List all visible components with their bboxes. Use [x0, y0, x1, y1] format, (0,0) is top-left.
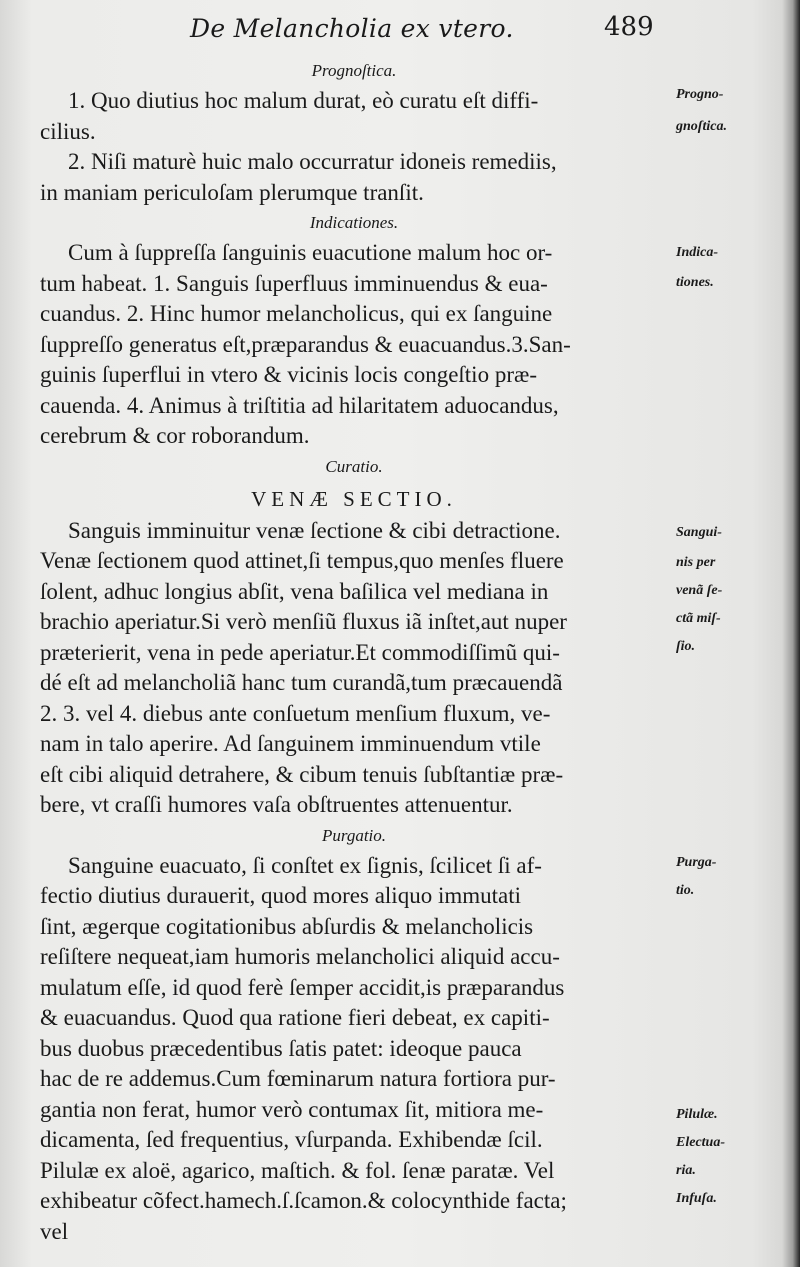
text-line: in maniam periculoſam plerumque tranſit.	[40, 179, 424, 205]
text-line: ſint, ægerque cogitationibus abſurdis & melancholicis	[40, 913, 534, 939]
text-line: bus duobus præcedentibus ſatis patet: ideoque pauca	[40, 1035, 522, 1061]
marginal-note: Pilulæ.	[676, 1107, 718, 1122]
text-line: 1. Quo diutius hoc malum durat, eò curatu eſt diffi-	[68, 88, 539, 113]
text-line: cilius.	[40, 118, 96, 144]
marginal-note: Indica-	[676, 245, 718, 260]
text-line: 2. 3. vel 4. diebus ante conſuetum menſium fluxum, ve-	[40, 700, 551, 726]
marginal-note: ria.	[676, 1163, 696, 1178]
running-title: De Melancholia ex vtero.	[190, 14, 514, 43]
text-line: Venæ ſectionem quod attinet,ſi tempus,quo menſes fluere	[40, 548, 564, 573]
text-line: præterierit, vena in pede aperiatur.Et commodiſſimũ qui-	[40, 639, 560, 665]
text-line: mulatum eſſe, id quod ferè ſemper accidit,is præparandus	[40, 974, 565, 1000]
paragraph-indicationes	[40, 238, 668, 452]
paragraph-prognostica	[40, 86, 668, 208]
heading-indicationes: Indicationes.	[309, 213, 399, 232]
main-text-block	[40, 56, 668, 1247]
marginal-note: Sangui-	[676, 525, 722, 540]
heading-curatio: Curatio.	[325, 456, 383, 476]
text-line: ſolent, adhuc longius abſit, vena baſilica vel mediana in	[40, 578, 549, 604]
text-line: Sanguine euacuato, ſi conſtet ex ſignis, ſcilicet ſi af-	[68, 852, 542, 878]
text-line: nam in talo aperire. Ad ſanguinem imminuendum vtile	[40, 731, 541, 756]
marginal-note: Infuſa.	[676, 1191, 717, 1206]
text-line: gantia non ferat, humor verò contumax ſit, mitiora me-	[40, 1096, 544, 1122]
text-line: guinis ſuperflui in vtero & vicinis locis congeſtio præ-	[40, 362, 537, 387]
marginal-note: nis per	[676, 555, 716, 570]
text-line: tum habeat. 1. Sanguis ſuperfluus imminuendus & eua-	[40, 270, 548, 296]
subheading-venae-sectio: VENÆ SECTIO.	[251, 486, 457, 511]
text-line: brachio aperiatur.Si verò menſiũ fluxus iã inſtet,aut nuper	[40, 609, 567, 634]
text-line: dicamenta, ſed frequentius, vſurpanda. Exhibendæ ſcil.	[40, 1127, 543, 1152]
text-line: hac de re addemus.Cum fœminarum natura fortiora pur-	[40, 1066, 556, 1091]
text-line: reſiſtere nequeat,iam humoris melancholici aliquid accu-	[40, 944, 560, 969]
heading-purgatio: Purgatio.	[321, 825, 387, 845]
text-line: exhibeatur cõfect.hamech.ſ.ſcamon.& colocynthide facta;	[40, 1188, 567, 1213]
marginal-note: Progno-	[676, 87, 724, 102]
text-line: & euacuandus. Quod qua ratione fieri debeat, ex capiti-	[40, 1005, 550, 1030]
text-line: Pilulæ ex aloë, agarico, maſtich. & fol. ſenæ paratæ. Vel	[40, 1157, 555, 1183]
text-line: ſuppreſſo generatus eſt,præparandus & euacuandus.3.San-	[40, 331, 571, 357]
text-line: bere, vt craſſi humores vaſa obſtruentes attenuentur.	[40, 792, 513, 817]
text-line: cerebrum & cor roborandum.	[40, 423, 310, 448]
page-edge-shadow	[782, 0, 800, 1267]
marginal-note: Electua-	[676, 1135, 725, 1150]
paragraph-purgatio	[40, 851, 668, 1248]
marginal-note: venã ſe-	[676, 583, 723, 598]
text-line: eſt cibi aliquid detrahere, & cibum tenuis ſubſtantiæ præ-	[40, 761, 564, 787]
marginal-note: Purga-	[676, 855, 717, 870]
catchword: vel	[40, 1218, 69, 1244]
marginal-note: ſio.	[676, 639, 696, 654]
marginal-note: gnoſtica.	[676, 119, 727, 134]
text-line: dé eſt ad melancholiã hanc tum curandã,tum præcauendã	[40, 670, 563, 695]
text-line: cauenda. 4. Animus à triſtitia ad hilaritatem aduocandus,	[40, 392, 559, 418]
text-line: cuandus. 2. Hinc humor melancholicus, qui ex ſanguine	[40, 301, 553, 326]
page-number: 489	[604, 12, 654, 42]
text-line: Sanguis imminuitur venæ ſectione & cibi detractione.	[68, 517, 561, 543]
text-line: 2. Niſi maturè huic malo occurratur idoneis remediis,	[68, 149, 557, 174]
text-line: Cum à ſuppreſſa ſanguinis euacutione malum hoc or-	[68, 240, 553, 265]
marginal-note: tiones.	[676, 275, 714, 290]
text-line: fectio diutius durauerit, quod mores aliquo immutati	[40, 883, 521, 908]
marginal-note: tio.	[676, 883, 695, 898]
marginal-note: ctã miſ-	[676, 611, 721, 626]
paragraph-curatio	[40, 516, 668, 821]
heading-prognostica: Prognoſtica.	[311, 61, 397, 80]
